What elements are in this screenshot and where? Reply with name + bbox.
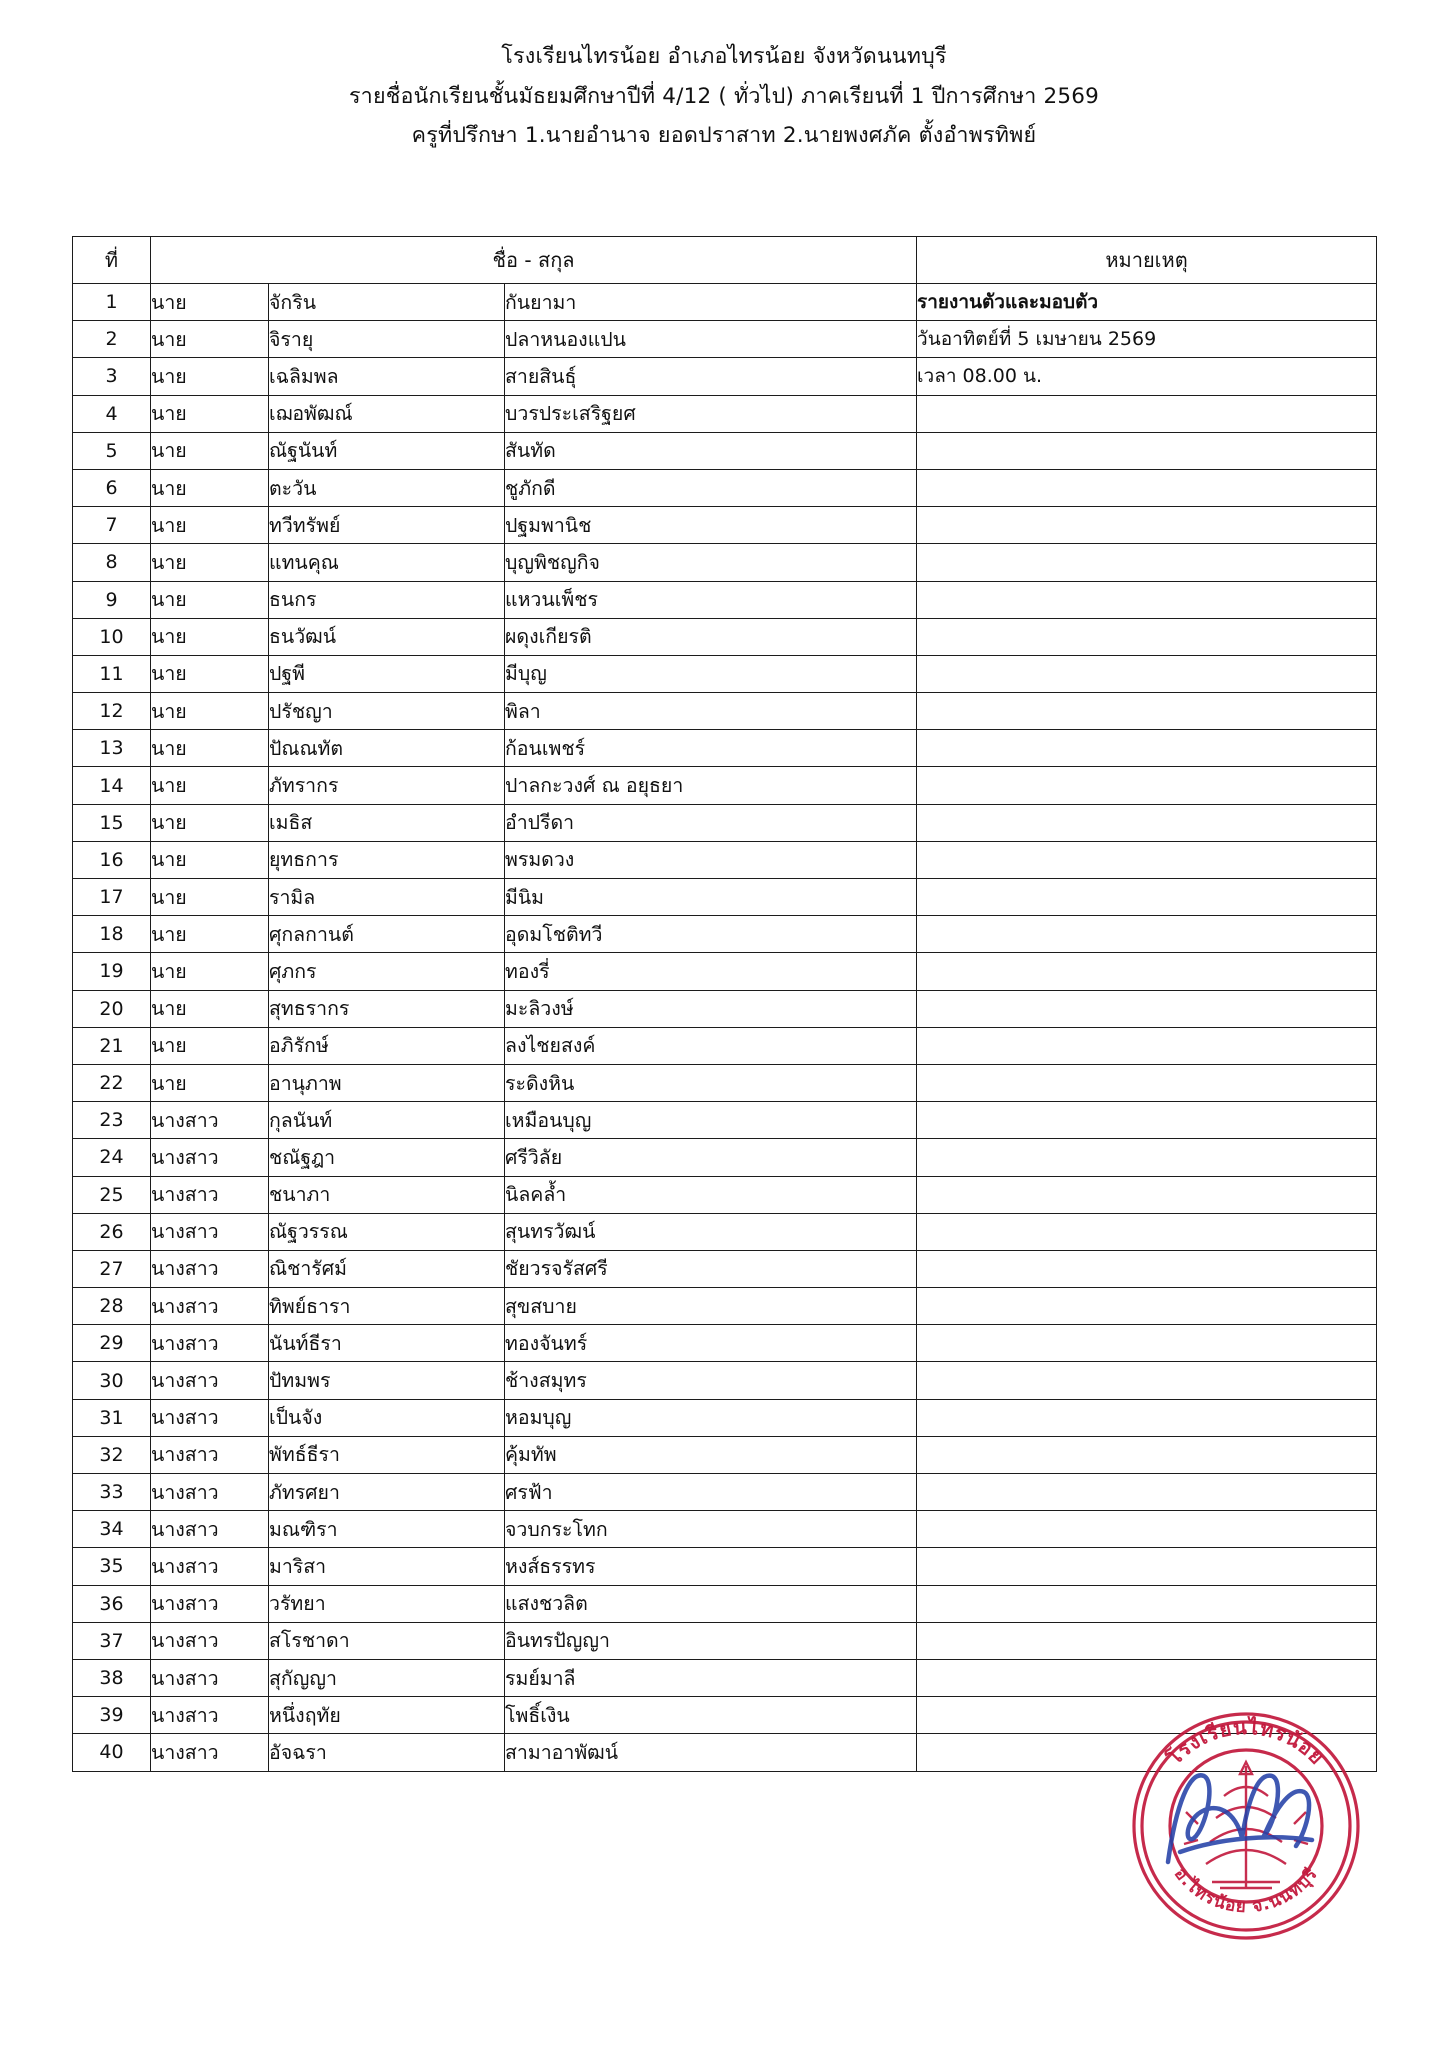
table-row: [73, 321, 1377, 358]
row-first-name: ปัทมพร: [269, 1362, 505, 1399]
roster-table: [72, 236, 1377, 1772]
row-number: 39: [73, 1697, 151, 1734]
row-first-name: จิรายุ: [269, 321, 505, 358]
row-note: [917, 1399, 1377, 1436]
table-row: [73, 1213, 1377, 1250]
row-last-name: ศรีวิลัย: [505, 1139, 917, 1176]
row-first-name: ตะวัน: [269, 469, 505, 506]
row-last-name: หงส์ธรรทร: [505, 1548, 917, 1585]
row-title-prefix: นาย: [151, 767, 269, 804]
row-last-name: ปฐมพานิช: [505, 507, 917, 544]
row-last-name: โพธิ์เงิน: [505, 1697, 917, 1734]
row-last-name: เหมือนบุญ: [505, 1102, 917, 1139]
row-last-name: ทองจันทร์: [505, 1325, 917, 1362]
table-row: [73, 507, 1377, 544]
row-first-name: นันท์ธีรา: [269, 1325, 505, 1362]
row-note: [917, 395, 1377, 432]
row-last-name: ปลาหนองแปน: [505, 321, 917, 358]
row-note: [917, 1102, 1377, 1139]
row-last-name: แหวนเพ็ชร: [505, 581, 917, 618]
row-note: เวลา 08.00 น.: [917, 358, 1377, 395]
row-first-name: อภิรักษ์: [269, 1027, 505, 1064]
row-title-prefix: นาย: [151, 469, 269, 506]
row-title-prefix: นาย: [151, 581, 269, 618]
row-last-name: พรมดวง: [505, 841, 917, 878]
row-note: [917, 730, 1377, 767]
row-first-name: ธนกร: [269, 581, 505, 618]
row-first-name: ภัทรศยา: [269, 1474, 505, 1511]
row-note: [917, 432, 1377, 469]
table-row: [73, 1027, 1377, 1064]
row-last-name: สุนทรวัฒน์: [505, 1213, 917, 1250]
table-row: [73, 1399, 1377, 1436]
row-first-name: ณิชารัศม์: [269, 1250, 505, 1287]
row-last-name: สามาอาพัฒน์: [505, 1734, 917, 1771]
row-first-name: เมธิส: [269, 804, 505, 841]
row-first-name: ทวีทรัพย์: [269, 507, 505, 544]
row-note: [917, 1659, 1377, 1696]
table-row: [73, 1288, 1377, 1325]
row-note: [917, 1548, 1377, 1585]
row-last-name: อินทรปัญญา: [505, 1622, 917, 1659]
row-note: [917, 879, 1377, 916]
row-title-prefix: นางสาว: [151, 1213, 269, 1250]
row-title-prefix: นางสาว: [151, 1176, 269, 1213]
row-title-prefix: นาย: [151, 395, 269, 432]
row-first-name: ปฐพี: [269, 655, 505, 692]
row-number: 23: [73, 1102, 151, 1139]
row-number: 2: [73, 321, 151, 358]
row-first-name: จักริน: [269, 284, 505, 321]
row-number: 31: [73, 1399, 151, 1436]
row-title-prefix: นางสาว: [151, 1288, 269, 1325]
row-last-name: ศรฟ้า: [505, 1474, 917, 1511]
row-title-prefix: นาย: [151, 655, 269, 692]
table-row: [73, 469, 1377, 506]
row-title-prefix: นางสาว: [151, 1474, 269, 1511]
table-row: [73, 767, 1377, 804]
row-number: 25: [73, 1176, 151, 1213]
table-row: [73, 1585, 1377, 1622]
row-last-name: นิลคล้ำ: [505, 1176, 917, 1213]
row-first-name: ณัฐวรรณ: [269, 1213, 505, 1250]
row-last-name: ระดิงหิน: [505, 1064, 917, 1101]
table-row: [73, 1734, 1377, 1771]
row-title-prefix: นาย: [151, 879, 269, 916]
row-number: 14: [73, 767, 151, 804]
row-number: 30: [73, 1362, 151, 1399]
row-number: 6: [73, 469, 151, 506]
table-row: [73, 1250, 1377, 1287]
row-number: 3: [73, 358, 151, 395]
row-last-name: ผดุงเกียรติ: [505, 618, 917, 655]
table-row: [73, 432, 1377, 469]
row-first-name: สุทธรากร: [269, 990, 505, 1027]
row-last-name: สุขสบาย: [505, 1288, 917, 1325]
table-row: [73, 804, 1377, 841]
table-row: [73, 358, 1377, 395]
row-note: [917, 1213, 1377, 1250]
row-title-prefix: นาย: [151, 990, 269, 1027]
row-note: [917, 1176, 1377, 1213]
table-row: [73, 1176, 1377, 1213]
row-number: 33: [73, 1474, 151, 1511]
row-last-name: มีนิม: [505, 879, 917, 916]
row-last-name: บุญพิชญกิจ: [505, 544, 917, 581]
document-header: [0, 0, 1448, 147]
row-title-prefix: นางสาว: [151, 1325, 269, 1362]
row-note: [917, 1585, 1377, 1622]
row-first-name: สโรชาดา: [269, 1622, 505, 1659]
table-row: [73, 1697, 1377, 1734]
row-note: รายงานตัวและมอบตัว: [917, 284, 1377, 321]
row-first-name: ปรัชญา: [269, 693, 505, 730]
row-title-prefix: นาย: [151, 953, 269, 990]
table-row: [73, 1436, 1377, 1473]
seal-top-text: โรงเรียนไทรน้อย: [1162, 1714, 1330, 1770]
row-note: [917, 1362, 1377, 1399]
row-title-prefix: นาย: [151, 804, 269, 841]
row-note: [917, 655, 1377, 692]
row-first-name: วรัทยา: [269, 1585, 505, 1622]
row-last-name: จวบกระโทก: [505, 1511, 917, 1548]
row-first-name: ยุทธการ: [269, 841, 505, 878]
row-first-name: หนึ่งฤทัย: [269, 1697, 505, 1734]
table-row: [73, 1325, 1377, 1362]
row-title-prefix: นางสาว: [151, 1697, 269, 1734]
row-note: [917, 767, 1377, 804]
table-row: [73, 1511, 1377, 1548]
svg-text:อ.ไทรน้อย จ.นนทบุรี: [1170, 1864, 1322, 1918]
row-last-name: พิลา: [505, 693, 917, 730]
row-title-prefix: นาย: [151, 916, 269, 953]
row-last-name: ปาลกะวงศ์ ณ อยุธยา: [505, 767, 917, 804]
row-title-prefix: นางสาว: [151, 1659, 269, 1696]
row-note: [917, 1325, 1377, 1362]
table-row: [73, 395, 1377, 432]
row-title-prefix: นาย: [151, 1027, 269, 1064]
row-number: 20: [73, 990, 151, 1027]
row-first-name: มาริสา: [269, 1548, 505, 1585]
row-title-prefix: นางสาว: [151, 1585, 269, 1622]
row-last-name: ชัยวรจรัสศรี: [505, 1250, 917, 1287]
row-note: [917, 990, 1377, 1027]
row-note: [917, 953, 1377, 990]
row-first-name: พัทธ์ธีรา: [269, 1436, 505, 1473]
row-last-name: สันทัด: [505, 432, 917, 469]
row-note: [917, 693, 1377, 730]
row-number: 11: [73, 655, 151, 692]
row-first-name: ศุกลกานต์: [269, 916, 505, 953]
row-title-prefix: นาย: [151, 432, 269, 469]
row-note: [917, 841, 1377, 878]
row-number: 35: [73, 1548, 151, 1585]
row-title-prefix: นาย: [151, 1064, 269, 1101]
row-number: 38: [73, 1659, 151, 1696]
row-number: 9: [73, 581, 151, 618]
row-title-prefix: นางสาว: [151, 1622, 269, 1659]
row-note: [917, 1697, 1377, 1734]
table-row: [73, 1622, 1377, 1659]
row-title-prefix: นางสาว: [151, 1734, 269, 1771]
table-head: [73, 237, 1377, 284]
row-title-prefix: นาย: [151, 841, 269, 878]
roster-table-wrapper: [72, 236, 1376, 1772]
row-number: 22: [73, 1064, 151, 1101]
row-last-name: ลงไชยสงค์: [505, 1027, 917, 1064]
row-title-prefix: นาย: [151, 544, 269, 581]
row-title-prefix: นาย: [151, 693, 269, 730]
row-number: 34: [73, 1511, 151, 1548]
row-number: 24: [73, 1139, 151, 1176]
row-note: [917, 1474, 1377, 1511]
table-row: [73, 693, 1377, 730]
row-last-name: รมย์มาลี: [505, 1659, 917, 1696]
row-first-name: กุลนันท์: [269, 1102, 505, 1139]
row-first-name: อัจฉรา: [269, 1734, 505, 1771]
row-first-name: ณัฐนันท์: [269, 432, 505, 469]
school-name-line: โรงเรียนไทรน้อย อำเภอไทรน้อย จังหวัดนนทบุรี: [501, 44, 947, 69]
row-note: วันอาทิตย์ที่ 5 เมษายน 2569: [917, 321, 1377, 358]
row-first-name: รามิล: [269, 879, 505, 916]
row-last-name: ชูภักดี: [505, 469, 917, 506]
table-header-row: [73, 237, 1377, 284]
row-number: 4: [73, 395, 151, 432]
row-note: [917, 804, 1377, 841]
row-note: [917, 1288, 1377, 1325]
row-note: [917, 1139, 1377, 1176]
class-roster-title-line: รายชื่อนักเรียนชั้นมัธยมศึกษาปีที่ 4/12 ( ทั่วไป) ภาคเรียนที่ 1 ปีการศึกษา 2569: [348, 83, 1100, 109]
row-number: 19: [73, 953, 151, 990]
row-number: 5: [73, 432, 151, 469]
table-row: [73, 1362, 1377, 1399]
row-first-name: ศุภกร: [269, 953, 505, 990]
column-header-no: ที่: [73, 237, 151, 284]
table-row: [73, 655, 1377, 692]
row-note: [917, 1436, 1377, 1473]
row-number: 7: [73, 507, 151, 544]
row-note: [917, 618, 1377, 655]
table-row: [73, 1064, 1377, 1101]
row-title-prefix: นางสาว: [151, 1511, 269, 1548]
row-title-prefix: นางสาว: [151, 1399, 269, 1436]
table-row: [73, 581, 1377, 618]
row-title-prefix: นาย: [151, 618, 269, 655]
row-last-name: คุ้มทัพ: [505, 1436, 917, 1473]
row-note: [917, 507, 1377, 544]
row-title-prefix: นางสาว: [151, 1102, 269, 1139]
row-title-prefix: นางสาว: [151, 1436, 269, 1473]
row-title-prefix: นางสาว: [151, 1139, 269, 1176]
row-last-name: บวรประเสริฐยศ: [505, 395, 917, 432]
row-last-name: หอมบุญ: [505, 1399, 917, 1436]
table-row: [73, 1139, 1377, 1176]
row-first-name: ธนวัฒน์: [269, 618, 505, 655]
row-note: [917, 469, 1377, 506]
row-title-prefix: นางสาว: [151, 1250, 269, 1287]
row-number: 21: [73, 1027, 151, 1064]
table-row: [73, 879, 1377, 916]
row-number: 32: [73, 1436, 151, 1473]
table-row: [73, 544, 1377, 581]
row-first-name: ทิพย์ธารา: [269, 1288, 505, 1325]
row-last-name: กันยามา: [505, 284, 917, 321]
table-row: [73, 618, 1377, 655]
row-title-prefix: นางสาว: [151, 1548, 269, 1585]
row-number: 15: [73, 804, 151, 841]
row-title-prefix: นาย: [151, 321, 269, 358]
row-number: 1: [73, 284, 151, 321]
row-first-name: แทนคุณ: [269, 544, 505, 581]
row-first-name: มณฑิรา: [269, 1511, 505, 1548]
advisor-teachers-line: ครูที่ปรึกษา 1.นายอำนาจ ยอดปราสาท 2.นายพงศภัค ตั้งอำพรทิพย์: [411, 123, 1037, 148]
row-number: 37: [73, 1622, 151, 1659]
column-header-name: ชื่อ - สกุล: [151, 237, 917, 284]
row-title-prefix: นาย: [151, 284, 269, 321]
row-number: 16: [73, 841, 151, 878]
row-note: [917, 1511, 1377, 1548]
row-first-name: ปัณณทัต: [269, 730, 505, 767]
row-title-prefix: นาย: [151, 507, 269, 544]
table-row: [73, 1474, 1377, 1511]
row-first-name: เป็นจัง: [269, 1399, 505, 1436]
row-note: [917, 1622, 1377, 1659]
table-row: [73, 1548, 1377, 1585]
row-last-name: มะลิวงษ์: [505, 990, 917, 1027]
row-first-name: ชณัฐฎา: [269, 1139, 505, 1176]
row-note: [917, 544, 1377, 581]
row-number: 27: [73, 1250, 151, 1287]
table-row: [73, 990, 1377, 1027]
row-first-name: สุกัญญา: [269, 1659, 505, 1696]
table-row: [73, 284, 1377, 321]
row-number: 18: [73, 916, 151, 953]
row-note: [917, 1027, 1377, 1064]
row-number: 17: [73, 879, 151, 916]
table-body: [73, 284, 1377, 1772]
table-row: [73, 1102, 1377, 1139]
table-row: [73, 953, 1377, 990]
row-first-name: ภัทรากร: [269, 767, 505, 804]
row-number: 29: [73, 1325, 151, 1362]
row-note: [917, 581, 1377, 618]
table-row: [73, 916, 1377, 953]
row-last-name: ทองรี่: [505, 953, 917, 990]
row-first-name: ชนาภา: [269, 1176, 505, 1213]
row-last-name: สายสินธุ์: [505, 358, 917, 395]
row-last-name: อำปรีดา: [505, 804, 917, 841]
row-last-name: ก้อนเพชร์: [505, 730, 917, 767]
row-number: 28: [73, 1288, 151, 1325]
row-note: [917, 1250, 1377, 1287]
row-number: 13: [73, 730, 151, 767]
row-note: [917, 1734, 1377, 1771]
row-number: 8: [73, 544, 151, 581]
row-title-prefix: นาย: [151, 358, 269, 395]
row-number: 40: [73, 1734, 151, 1771]
row-title-prefix: นาย: [151, 730, 269, 767]
row-number: 26: [73, 1213, 151, 1250]
table-row: [73, 730, 1377, 767]
row-last-name: แสงชวลิต: [505, 1585, 917, 1622]
row-number: 10: [73, 618, 151, 655]
row-title-prefix: นางสาว: [151, 1362, 269, 1399]
row-first-name: เฌอพัฒณ์: [269, 395, 505, 432]
row-note: [917, 916, 1377, 953]
seal-bottom-text: อ.ไทรน้อย จ.นนทบุรี: [1169, 1864, 1323, 1918]
table-row: [73, 841, 1377, 878]
row-last-name: อุดมโชติทวี: [505, 916, 917, 953]
row-number: 36: [73, 1585, 151, 1622]
row-last-name: มีบุญ: [505, 655, 917, 692]
row-first-name: เฉลิมพล: [269, 358, 505, 395]
column-header-note: หมายเหตุ: [917, 237, 1377, 284]
row-number: 12: [73, 693, 151, 730]
row-last-name: ช้างสมุทร: [505, 1362, 917, 1399]
row-note: [917, 1064, 1377, 1101]
table-row: [73, 1659, 1377, 1696]
row-first-name: อานุภาพ: [269, 1064, 505, 1101]
